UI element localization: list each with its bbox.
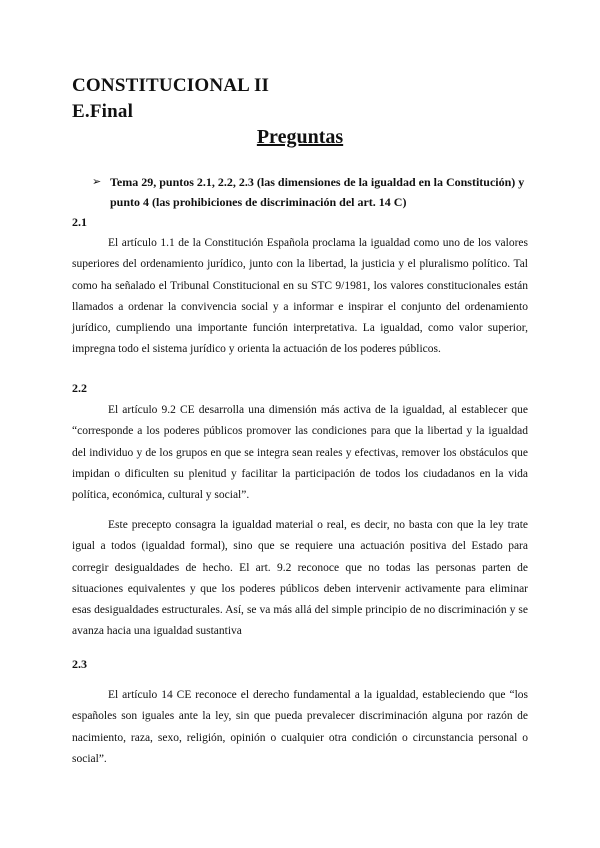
section-number-2-1: 2.1	[72, 215, 87, 229]
section-number-2-2: 2.2	[72, 381, 87, 395]
paragraph-2-2-a: El artículo 9.2 CE desarrolla una dimensión más activa de la igualdad, al establecer que “corresponde a los poderes públicos promover las condiciones para que la libertad y la igualdad del individuo y de los grupos en que se integra sean reales y efectivas, remover los obstáculos que impidan o dificulten su plenitud y facilitar la participación de todos los ciudadanos en la vida política, económica, cultural y social”.	[72, 404, 528, 502]
paragraph-2-3: El artículo 14 CE reconoce el derecho fundamental a la igualdad, estableciendo que “los españoles son iguales ante la ley, sin que pueda prevalecer discriminación alguna por razón de nacimiento, raza, sexo, religión, opinión o cualquier otra condición o circunstancia personal o social”.	[72, 689, 528, 765]
question-text: Tema 29, puntos 2.1, 2.2, 2.3 (las dimensiones de la igualdad en la Constitución) y punto 4 (las prohibiciones de discriminación del art. 14 C)	[110, 175, 525, 209]
paragraph-2-2-b: Este precepto consagra la igualdad material o real, es decir, no basta con que la ley trate igual a todos (igualdad formal), sino que se requiere una actuación positiva del Estado para corregir desigualdades de hecho. El art. 9.2 reconoce que no todas las personas parten de situaciones equivalentes y que los poderes públicos deben intervenir activamente para eliminar esas desigualdades estructurales. Así, se va más allá del simple principio de no discriminación y se avanza hacia una igualdad sustantiva	[72, 519, 528, 638]
section-heading-preguntas: Preguntas	[256, 126, 344, 148]
question-bullet	[92, 172, 532, 212]
arrow-bullet-icon: ➢	[92, 176, 102, 188]
document-title: CONSTITUCIONAL II	[72, 75, 270, 96]
section-number-2-3: 2.3	[72, 657, 87, 671]
paragraph-2-1: El artículo 1.1 de la Constitución Española proclama la igualdad como uno de los valores superiores del ordenamiento jurídico, junto con la libertad, la justicia y el pluralismo político. Tal como ha señalado el Tribunal Constitucional en su STC 9/1981, los valores constitucionales están llamados a ordenar la convivencia social y a informar e inspirar el conjunto del ordenamiento jurídico, cumpliendo una importante función interpretativa. La igualdad, como valor superior, impregna todo el sistema jurídico y orienta la actuación de los poderes públicos.	[72, 237, 528, 356]
document-subtitle: E.Final	[72, 101, 134, 122]
